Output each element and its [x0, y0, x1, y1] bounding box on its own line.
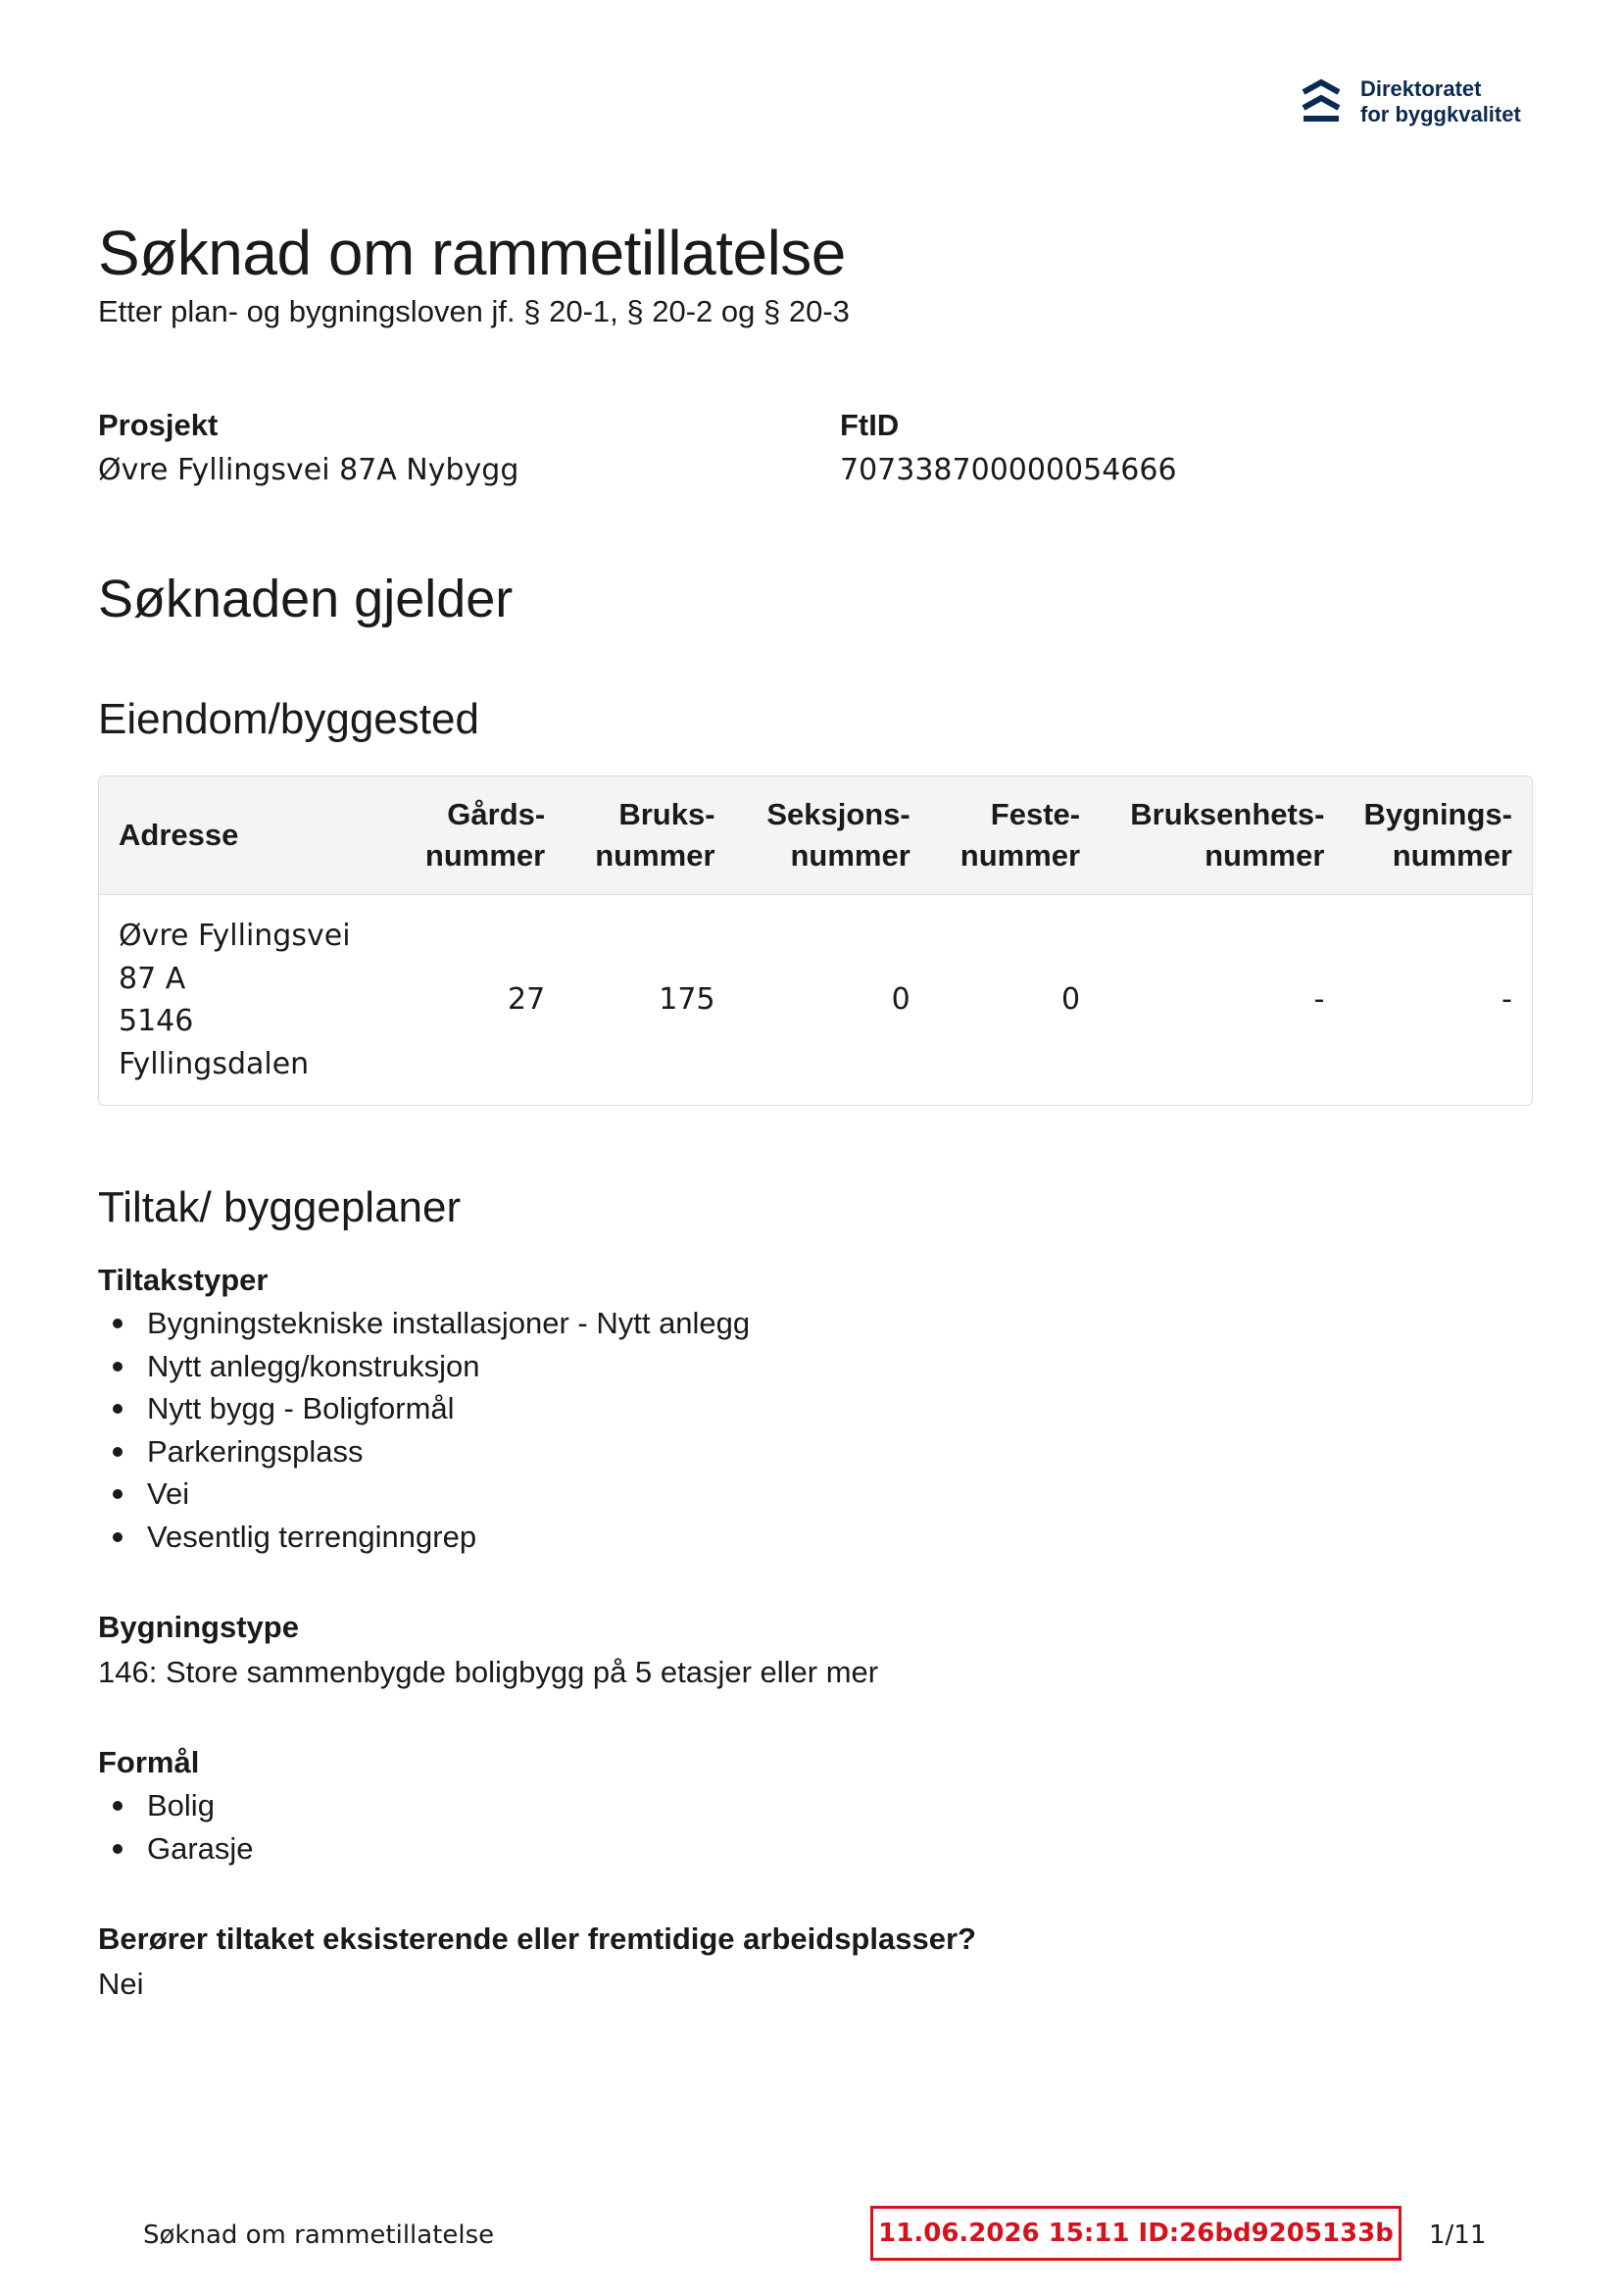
footer-doc-title: Søknad om rammetillatelse — [143, 2221, 495, 2250]
column-header-1: Gårds- nummer — [370, 776, 565, 895]
project-label: Prosjekt — [98, 408, 219, 442]
column-header-0: Adresse — [99, 776, 370, 895]
formal-list — [98, 1784, 254, 1870]
project-block — [98, 406, 518, 492]
section-heading: Søknaden gjelder — [98, 570, 514, 628]
table-cell-2: 175 — [659, 982, 715, 1018]
bygningstype-value: 146: Store sammenbygde boligbygg på 5 etasjer eller mer — [98, 1655, 879, 1689]
property-table — [98, 775, 1533, 1106]
page-subtitle: Etter plan- og bygningsloven jf. § 20-1, § 20-2 og § 20-3 — [98, 294, 850, 328]
project-value: Øvre Fyllingsvei 87A Nybygg — [98, 453, 519, 487]
ftid-value: 707338700000054666 — [840, 453, 1177, 487]
logo-text — [1360, 76, 1521, 127]
table-cell-0: Øvre Fyllingsvei 87 A 5146 Fyllingsdalen — [119, 919, 351, 1081]
tiltakstype-item: Vei — [98, 1472, 750, 1516]
arbeidsplasser-label: Berører tiltaket eksisterende eller fremtidige arbeidsplasser? — [98, 1922, 976, 1956]
table-cell-3: 0 — [891, 982, 910, 1018]
logo-line-2: for byggkvalitet — [1360, 102, 1521, 126]
arbeidsplasser-value: Nei — [98, 1967, 144, 2001]
timestamp-stamp: 11.06.2026 15:11 ID:26bd9205133b — [870, 2206, 1402, 2261]
tiltakstyper-list — [98, 1302, 750, 1558]
table-cell-6: - — [1501, 982, 1512, 1018]
bygningstype-label: Bygningstype — [98, 1610, 299, 1644]
table-cell-1: 27 — [508, 982, 546, 1018]
column-header-6: Bygnings- nummer — [1344, 776, 1532, 895]
page-title: Søknad om rammetillatelse — [98, 218, 846, 288]
tiltakstype-item: Nytt bygg - Boligformål — [98, 1387, 750, 1430]
column-header-5: Bruksenhets- nummer — [1100, 776, 1344, 895]
property-heading: Eiendom/byggested — [98, 695, 479, 743]
tiltakstype-item: Bygningstekniske installasjoner - Nytt anlegg — [98, 1302, 750, 1345]
table-row — [99, 895, 1532, 1105]
tiltakstype-item: Parkeringsplass — [98, 1430, 750, 1473]
tiltakstype-item: Vesentlig terrenginngrep — [98, 1516, 750, 1559]
property-table-header — [99, 776, 1532, 895]
property-table-body — [99, 895, 1532, 1105]
ftid-block — [840, 406, 1177, 492]
dibk-logo-icon — [1302, 78, 1341, 125]
table-cell-4: 0 — [1061, 982, 1081, 1018]
formal-item: Garasje — [98, 1827, 254, 1871]
formal-label: Formål — [98, 1745, 200, 1779]
dibk-logo — [1302, 76, 1521, 127]
tiltakstype-item: Nytt anlegg/konstruksjon — [98, 1345, 750, 1388]
column-header-3: Seksjons- nummer — [735, 776, 930, 895]
logo-line-1: Direktoratet — [1360, 76, 1482, 101]
formal-item: Bolig — [98, 1784, 254, 1827]
tiltak-heading: Tiltak/ byggeplaner — [98, 1183, 462, 1231]
column-header-2: Bruks- nummer — [565, 776, 734, 895]
column-header-4: Feste- nummer — [930, 776, 1100, 895]
page-number: 1/11 — [1429, 2221, 1487, 2250]
tiltakstyper-label: Tiltakstyper — [98, 1263, 269, 1297]
table-cell-5: - — [1313, 982, 1325, 1018]
ftid-label: FtID — [840, 408, 900, 442]
